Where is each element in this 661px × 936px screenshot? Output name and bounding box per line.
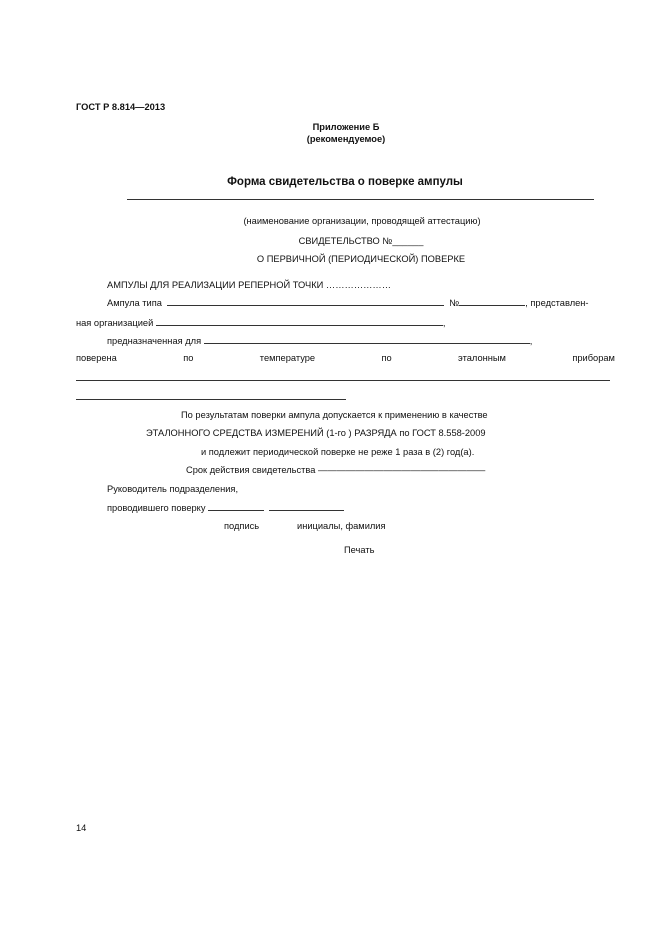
standard-line: ЭТАЛОННОГО СРЕДСТВА ИЗМЕРЕНИЙ (1-го ) РАЗРЯДА по ГОСТ 8.558-2009 (146, 428, 486, 438)
validity-line: Срок действия свидетельства —————————————————— (186, 465, 486, 475)
certificate-number-line: СВИДЕТЕЛЬСТВО №______ (298, 236, 424, 246)
verified-word: по (381, 353, 392, 363)
standard-code: ГОСТ Р 8.814—2013 (76, 102, 166, 112)
initials-field (269, 502, 344, 511)
instruments-line-2 (76, 399, 346, 400)
page-number: 14 (76, 823, 87, 833)
organization-field (156, 317, 443, 326)
verified-word: по (183, 353, 194, 363)
appendix-note: (рекомендуемое) (306, 134, 386, 144)
organization-line (127, 199, 594, 200)
signature-field (208, 502, 264, 511)
ampoule-type-row (107, 297, 589, 309)
verified-word: приборам (572, 353, 615, 363)
intended-field (204, 335, 530, 344)
intended-row (107, 335, 532, 347)
ampoule-type-label: Ампула типа (107, 298, 162, 308)
appendix-title: Приложение Б (312, 122, 380, 132)
number-label: № (449, 298, 460, 308)
certificate-type: О ПЕРВИЧНОЙ (ПЕРИОДИЧЕСКОЙ) ПОВЕРКЕ (256, 254, 466, 264)
form-title: Форма свидетельства о поверке ампулы (227, 176, 463, 188)
organization-label: ная организацией (76, 318, 154, 328)
result-line: По результатам поверки ампула допускается к применению в качестве (181, 410, 488, 420)
intended-label: предназначенная для (107, 336, 202, 346)
instruments-line-1 (76, 380, 610, 381)
verified-word: эталонным (458, 353, 506, 363)
organization-comma: , (442, 318, 446, 328)
initials-caption: инициалы, фамилия (297, 521, 386, 531)
signature-caption: подпись (224, 521, 260, 531)
organization-caption: (наименование организации, проводящей аттестацию) (243, 216, 481, 226)
seal-caption: Печать (344, 545, 375, 555)
number-field (459, 297, 525, 306)
ampoule-line: АМПУЛЫ ДЛЯ РЕАЛИЗАЦИИ РЕПЕРНОЙ ТОЧКИ ………………… (107, 280, 392, 290)
organization-row (76, 317, 445, 329)
ampoule-type-field (167, 297, 444, 306)
verifier-row (107, 502, 344, 514)
intended-comma: , (529, 336, 533, 346)
verified-row (76, 352, 615, 364)
periodic-line: и подлежит периодической поверке не реже 1 раза в (2) год(а). (201, 447, 475, 457)
head-label: Руководитель подразделения, (107, 484, 239, 494)
verified-word: температуре (259, 353, 316, 363)
verifier-label: проводившего поверку (107, 503, 206, 513)
verified-word: поверена (76, 353, 117, 363)
presented-label: , представлен- (525, 298, 589, 308)
